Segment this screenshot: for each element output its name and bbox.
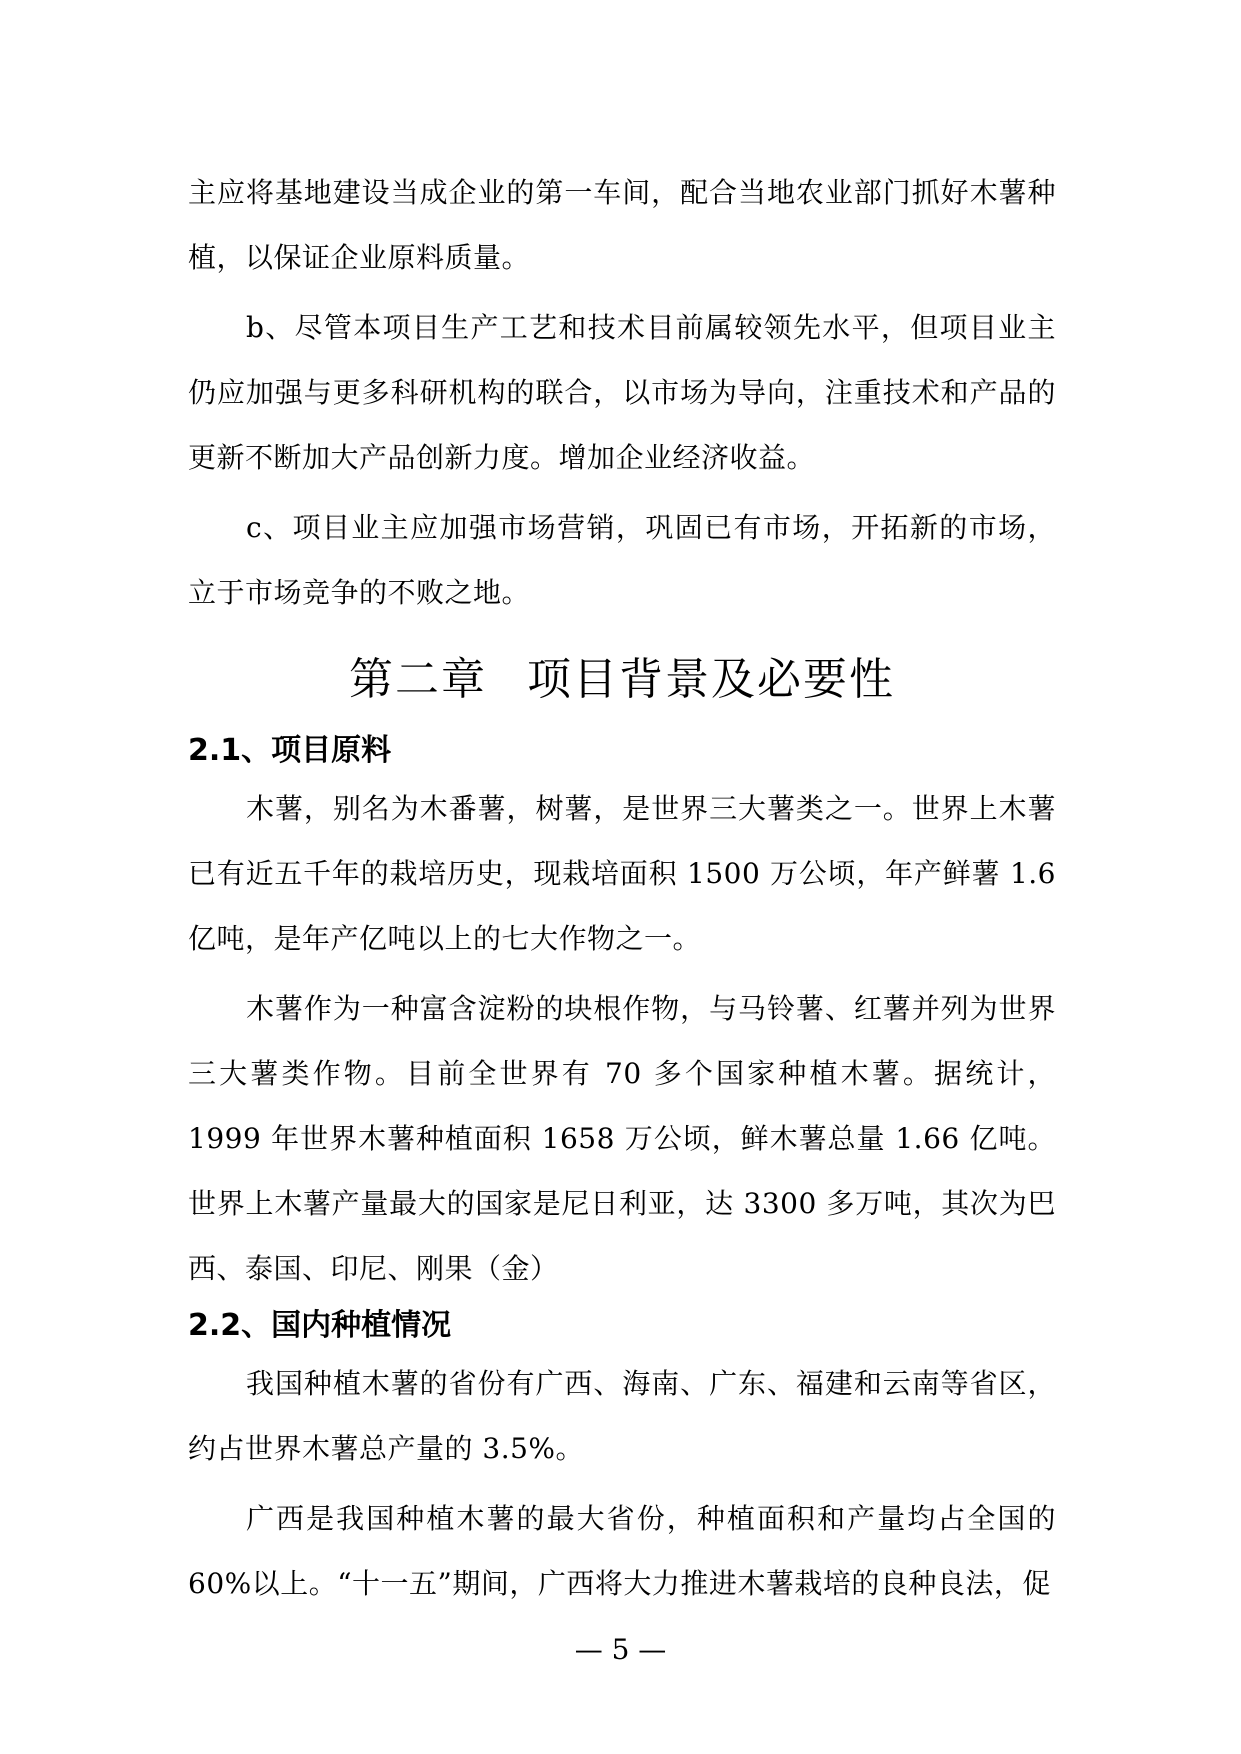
chapter-title-text: 项目背景及必要性 — [527, 654, 895, 705]
section-2-2-paragraph: 我国种植木薯的省份有广西、海南、广东、福建和云南等省区，约占世界木薯总产量的 3.5%。 — [188, 1367, 1056, 1465]
paragraph-item-b: b、尽管本项目生产工艺和技术目前属较领先水平，但项目业主仍应加强与更多科研机构的联合，以市场为导向，注重技术和产品的更新不断加大产品创新力度。增加企业经济收益。 — [188, 311, 1056, 474]
section-heading-2-1: 2.1、项目原料 — [188, 733, 392, 768]
chapter-heading — [188, 648, 1056, 712]
page-number: — 5 — — [574, 1633, 667, 1666]
paragraph-continued: 主应将基地建设当成企业的第一车间，配合当地农业部门抓好木薯种植，以保证企业原料质量。 — [188, 176, 1056, 274]
paragraph-item-c: c、项目业主应加强市场营销，巩固已有市场，开拓新的市场，立于市场竞争的不败之地。 — [188, 511, 1056, 609]
section-2-1-paragraph: 木薯作为一种富含淀粉的块根作物，与马铃薯、红薯并列为世界三大薯类作物。目前全世界有 70 多个国家种植木薯。据统计，1999 年世界木薯种植面积 1658 万公顷，鲜木薯总量 1.66 亿吨。世界上木薯产量最大的国家是尼日利亚，达 3300 多万吨，其次为巴西、泰国、印尼、刚果（金） — [188, 992, 1056, 1285]
chapter-number: 第二章 — [349, 654, 487, 705]
section-2-2-paragraph: 广西是我国种植木薯的最大省份，种植面积和产量均占全国的 60%以上。“十一五”期间，广西将大力推进木薯栽培的良种良法，促 — [188, 1502, 1056, 1600]
section-heading-2-2: 2.2、国内种植情况 — [188, 1308, 452, 1343]
section-2-1-paragraph: 木薯，别名为木番薯，树薯，是世界三大薯类之一。世界上木薯已有近五千年的栽培历史，现栽培面积 1500 万公顷，年产鲜薯 1.6 亿吨，是年产亿吨以上的七大作物之一。 — [188, 792, 1056, 955]
page-content — [188, 160, 1056, 1616]
